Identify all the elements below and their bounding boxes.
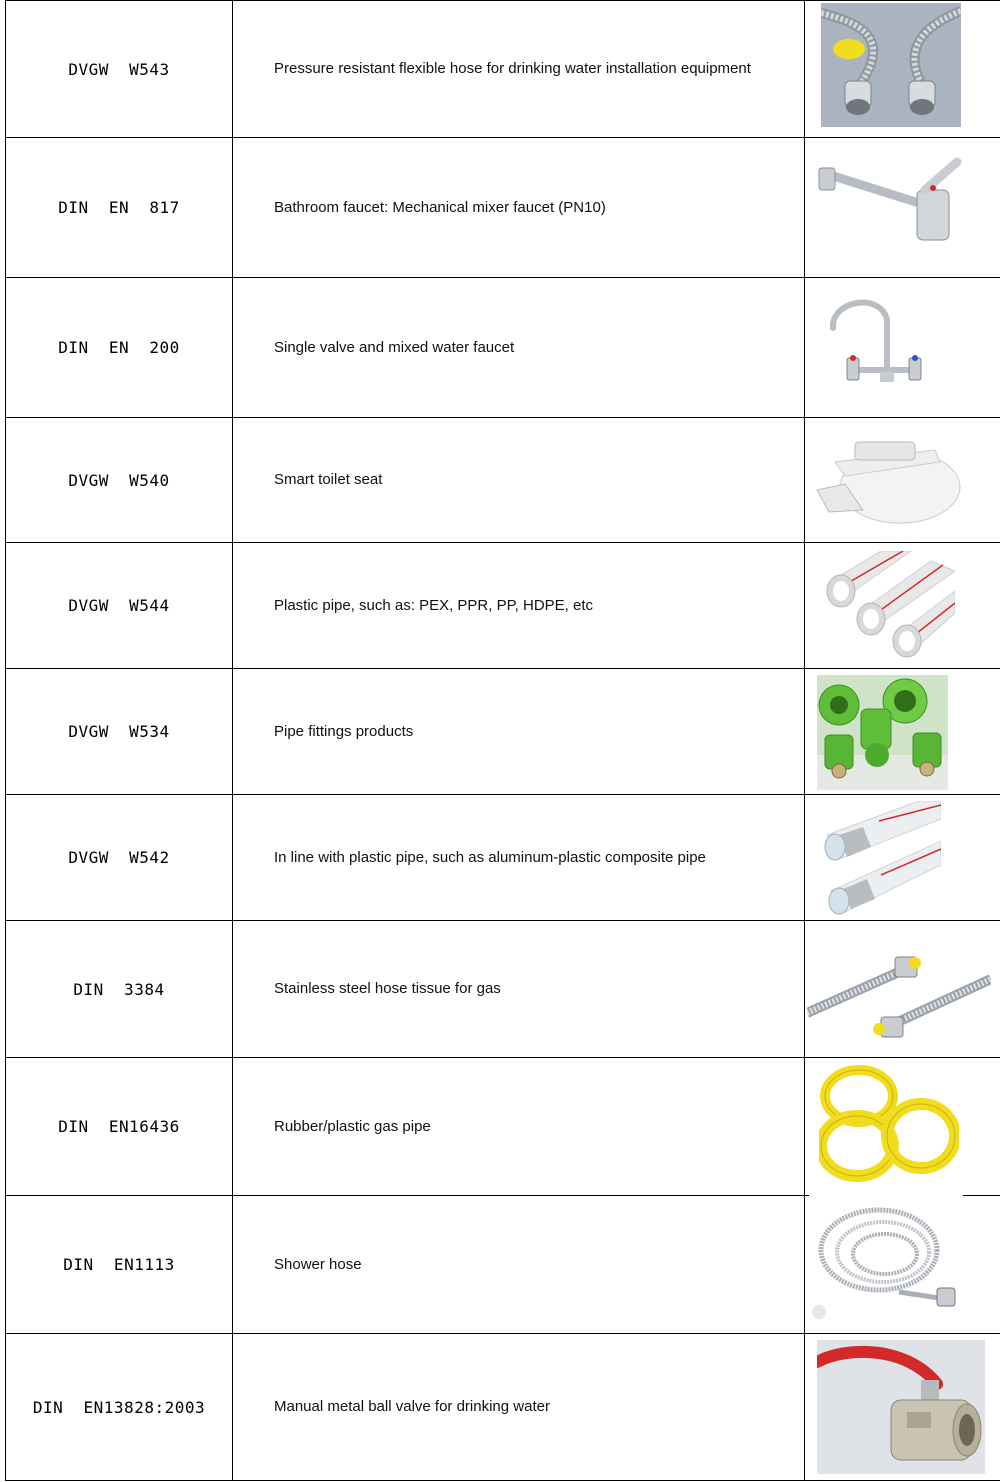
product-description: Pressure resistant flexible hose for drinking water installation equipment bbox=[233, 1, 805, 138]
braided-hose-image bbox=[821, 3, 961, 127]
ball-valve-image bbox=[817, 1340, 985, 1474]
table-row bbox=[6, 418, 1000, 543]
table-row bbox=[6, 795, 1000, 921]
standard-code: DVGW W543 bbox=[6, 1, 233, 138]
gas-pipe-coils-image bbox=[819, 1064, 959, 1184]
product-description: Single valve and mixed water faucet bbox=[233, 278, 805, 418]
product-description: Smart toilet seat bbox=[233, 418, 805, 543]
product-description: Manual metal ball valve for drinking water bbox=[233, 1334, 805, 1481]
table-row bbox=[6, 278, 1000, 418]
standard-code: DVGW W540 bbox=[6, 418, 233, 543]
table-row bbox=[6, 543, 1000, 669]
standard-code: DIN EN13828:2003 bbox=[6, 1334, 233, 1481]
table-row bbox=[6, 669, 1000, 795]
standards-table bbox=[5, 0, 1000, 1481]
product-description: Pipe fittings products bbox=[233, 669, 805, 795]
table-row bbox=[6, 1058, 1000, 1196]
shower-hose-image bbox=[809, 1192, 963, 1320]
gas-hose-image bbox=[807, 951, 991, 1041]
product-description: Shower hose bbox=[233, 1196, 805, 1334]
pipe-fittings-image bbox=[817, 675, 948, 790]
standard-code: DIN 3384 bbox=[6, 921, 233, 1058]
standard-code: DVGW W544 bbox=[6, 543, 233, 669]
product-description: Stainless steel hose tissue for gas bbox=[233, 921, 805, 1058]
standard-code: DIN EN1113 bbox=[6, 1196, 233, 1334]
product-description: Bathroom faucet: Mechanical mixer faucet (PN10) bbox=[233, 138, 805, 278]
table-row bbox=[6, 138, 1000, 278]
table-row bbox=[6, 1334, 1000, 1481]
gooseneck-faucet-image bbox=[821, 290, 936, 400]
mixer-faucet-image bbox=[817, 156, 967, 246]
product-description: Rubber/plastic gas pipe bbox=[233, 1058, 805, 1196]
product-description: Plastic pipe, such as: PEX, PPR, PP, HDPE, etc bbox=[233, 543, 805, 669]
table-row bbox=[6, 921, 1000, 1058]
table-row bbox=[6, 1, 1000, 138]
standard-code: DIN EN 817 bbox=[6, 138, 233, 278]
table-row bbox=[6, 1196, 1000, 1334]
standard-code: DVGW W542 bbox=[6, 795, 233, 921]
composite-pipes-image bbox=[819, 801, 941, 915]
standard-code: DIN EN 200 bbox=[6, 278, 233, 418]
plastic-pipes-image bbox=[821, 551, 955, 659]
standard-code: DVGW W534 bbox=[6, 669, 233, 795]
standard-code: DIN EN16436 bbox=[6, 1058, 233, 1196]
product-description: In line with plastic pipe, such as aluminum-plastic composite pipe bbox=[233, 795, 805, 921]
toilet-seat-image bbox=[815, 432, 965, 530]
